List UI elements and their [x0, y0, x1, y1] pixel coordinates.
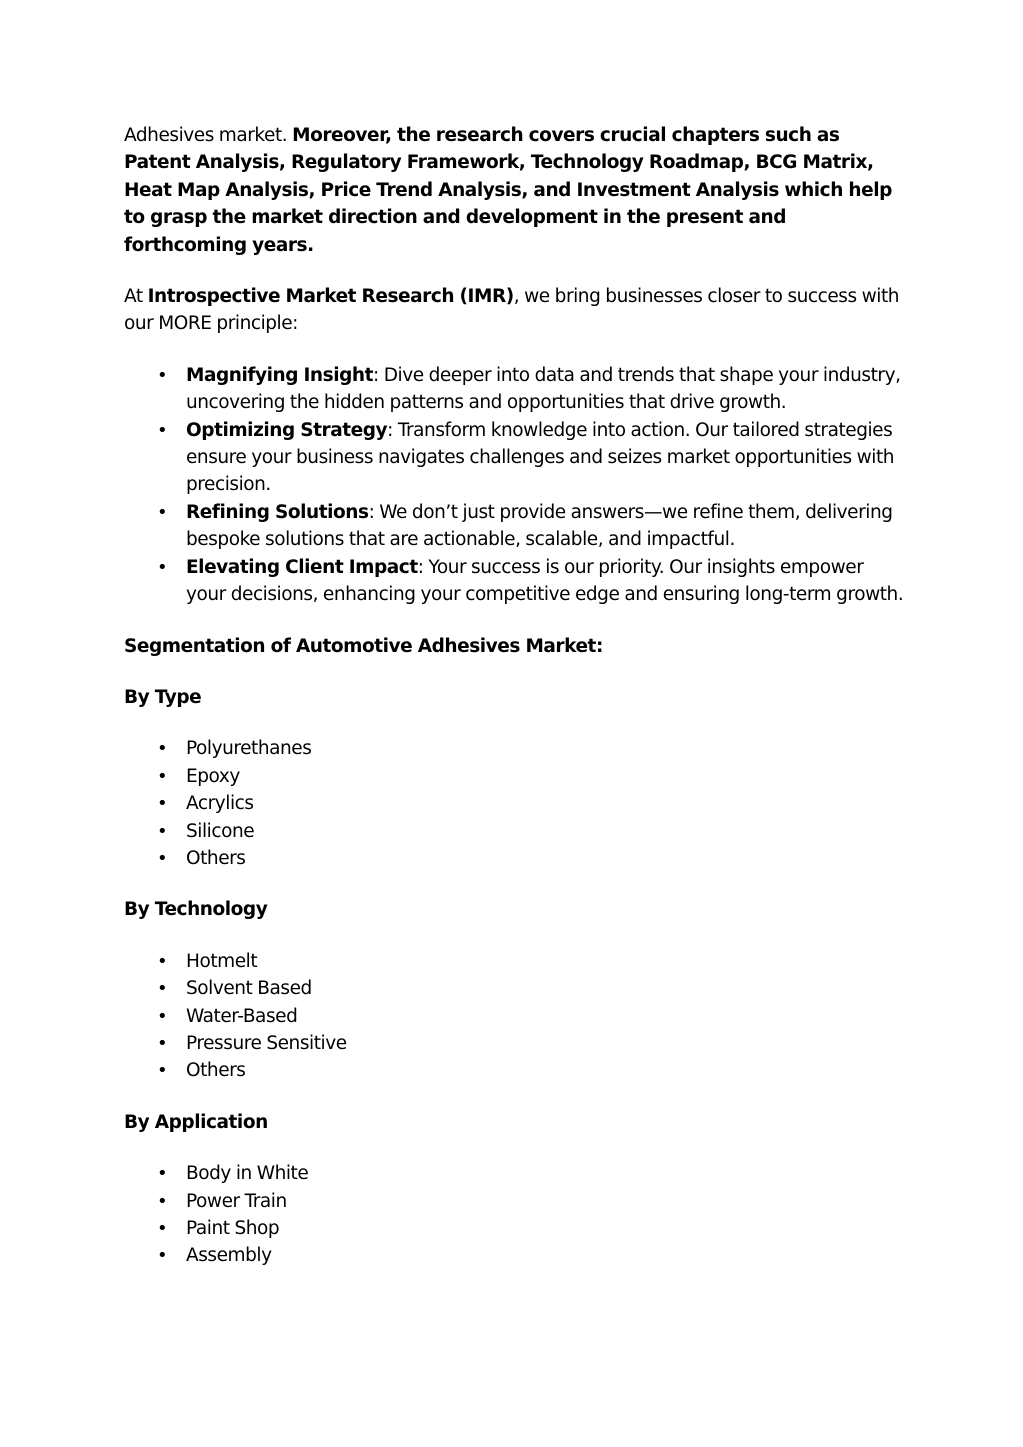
list-item-label: Acrylics — [186, 793, 254, 815]
bullet-icon: • — [157, 501, 168, 523]
bullet-icon: • — [157, 1005, 168, 1027]
list-item-label: Hotmelt — [186, 950, 258, 972]
document-page — [124, 122, 904, 1270]
list-item — [124, 1160, 904, 1187]
segmentation-heading: Segmentation of Automotive Adhesives Market: — [124, 635, 603, 657]
list-item — [124, 554, 904, 609]
intro-paragraph — [124, 122, 904, 259]
bullet-icon: • — [157, 1245, 168, 1267]
list-item-label: Polyurethanes — [186, 738, 312, 760]
list-item — [124, 763, 904, 790]
principle-title: Refining Solutions — [186, 501, 369, 523]
imr-prefix: At — [124, 286, 148, 308]
list-item-label: Pressure Sensitive — [186, 1032, 347, 1054]
list-item-label: Others — [186, 847, 246, 869]
list-item-label: Silicone — [186, 820, 255, 842]
bullet-icon: • — [157, 1163, 168, 1185]
principle-title: Elevating Client Impact — [186, 556, 418, 578]
list-item — [124, 948, 904, 975]
list-item — [124, 1003, 904, 1030]
by-application-heading: By Application — [124, 1111, 268, 1133]
by-type-heading: By Type — [124, 686, 202, 708]
principle-text: : Transform knowledge into action. Our tailored strategies ensure your business navigates challenges and seizes market opportunities with precision. — [186, 419, 895, 496]
bullet-icon: • — [157, 419, 168, 441]
bullet-icon: • — [157, 820, 168, 842]
list-item — [124, 417, 904, 499]
list-item — [124, 1188, 904, 1215]
principle-title: Optimizing Strategy — [186, 419, 388, 441]
list-item — [124, 735, 904, 762]
bullet-icon: • — [157, 847, 168, 869]
bullet-icon: • — [157, 1190, 168, 1212]
principle-text: : We don’t just provide answers—we refine them, delivering bespoke solutions that are actionable, scalable, and impactful. — [186, 501, 893, 551]
list-item-label: Power Train — [186, 1190, 287, 1212]
list-item-label: Body in White — [186, 1163, 309, 1185]
by-technology-heading: By Technology — [124, 899, 268, 921]
list-item — [124, 362, 904, 417]
bullet-icon: • — [157, 978, 168, 1000]
bullet-icon: • — [157, 1218, 168, 1239]
bullet-icon: • — [157, 1032, 168, 1054]
intro-lead: Adhesives market. — [124, 125, 293, 146]
list-item — [124, 818, 904, 845]
bullet-icon: • — [157, 765, 168, 787]
by-application-list — [124, 1160, 904, 1270]
bullet-icon: • — [157, 793, 168, 815]
bullet-icon: • — [157, 1060, 168, 1082]
list-item-label: Epoxy — [186, 765, 240, 787]
list-item — [124, 1215, 904, 1242]
list-item — [124, 1030, 904, 1057]
by-technology-list — [124, 948, 904, 1085]
bullet-icon: • — [157, 556, 168, 578]
principle-title: Magnifying Insight — [186, 364, 374, 386]
list-item — [124, 499, 904, 554]
list-item-label: Water-Based — [186, 1005, 298, 1027]
list-item-label: Paint Shop — [186, 1218, 280, 1239]
principles-list — [124, 362, 904, 609]
list-item-label: Assembly — [186, 1245, 272, 1267]
principle-text: : Dive deeper into data and trends that shape your industry, uncovering the hidden patterns and opportunities that drive growth. — [186, 364, 901, 414]
imr-name: Introspective Market Research (IMR) — [147, 286, 514, 308]
list-item — [124, 790, 904, 817]
list-item — [124, 1057, 904, 1084]
imr-suffix: , we bring businesses closer to success with our MORE principle: — [124, 286, 900, 335]
list-item-label: Solvent Based — [186, 978, 312, 1000]
intro-bold: Moreover, the research covers crucial chapters such as Patent Analysis, Regulatory Framework, Technology Roadmap, BCG Matrix, Heat Map Analysis, Price Trend Analysis, and Investment Analysis which help to grasp the market direction and development in the present and forthcoming years. — [124, 125, 892, 256]
list-item — [124, 1242, 904, 1269]
list-item — [124, 845, 904, 872]
by-type-list — [124, 735, 904, 872]
principle-text: : Your success is our priority. Our insights empower your decisions, enhancing your competitive edge and ensuring long-term growth. — [186, 556, 904, 606]
list-item — [124, 975, 904, 1002]
bullet-icon: • — [157, 738, 168, 760]
imr-paragraph — [124, 283, 904, 338]
bullet-icon: • — [157, 364, 168, 386]
bullet-icon: • — [157, 950, 168, 972]
list-item-label: Others — [186, 1060, 246, 1082]
